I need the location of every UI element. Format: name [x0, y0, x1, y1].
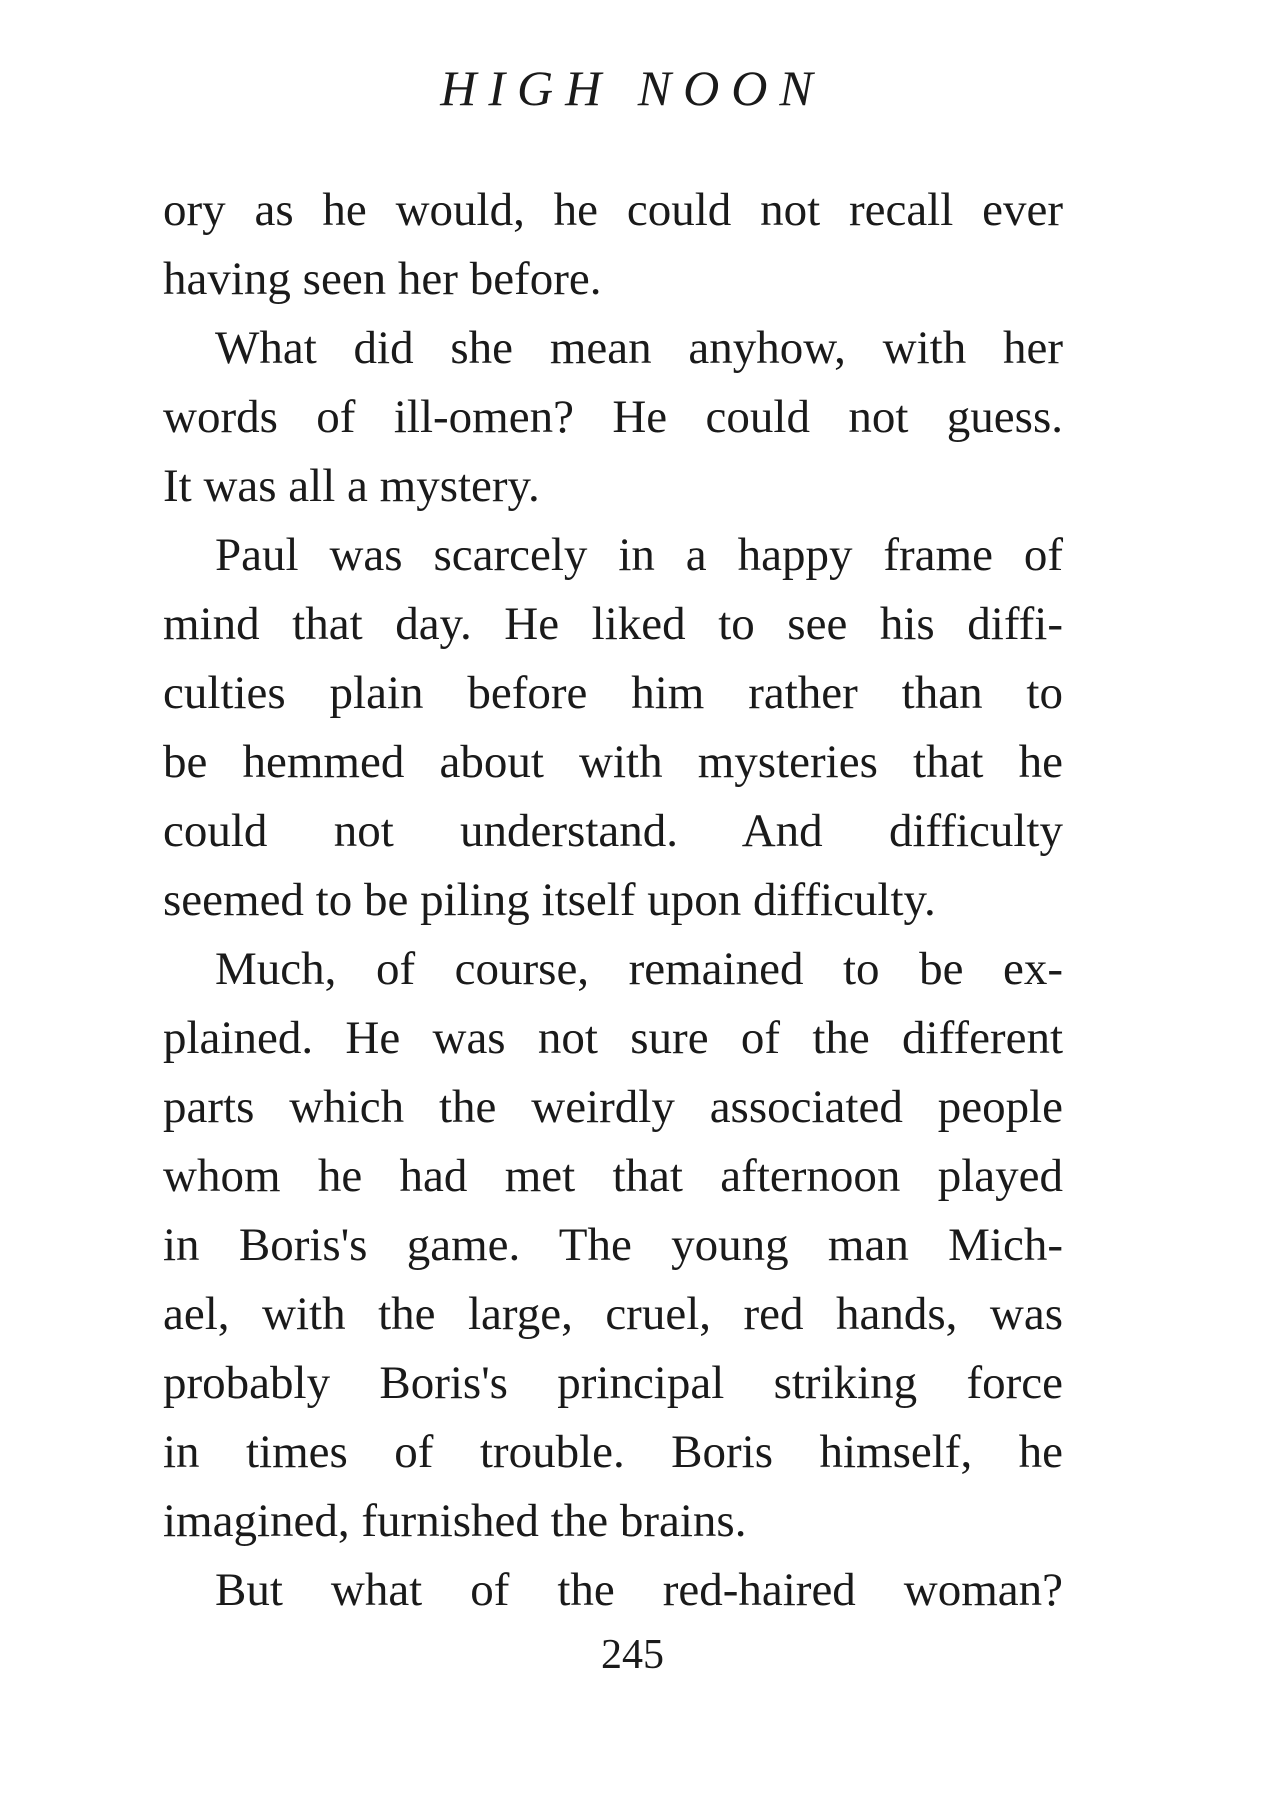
text-line: But what of the red-haired woman? — [215, 1564, 1063, 1616]
text-line: in Boris's game. The young man Mich- — [163, 1219, 1063, 1271]
text-line: mind that day. He liked to see his diffi- — [163, 598, 1063, 650]
text-line: culties plain before him rather than to — [163, 667, 1063, 719]
text-line: ael, with the large, cruel, red hands, was — [163, 1288, 1063, 1340]
text-line: be hemmed about with mysteries that he — [163, 736, 1063, 788]
running-head: HIGH NOON — [440, 60, 825, 116]
text-line: What did she mean anyhow, with her — [215, 322, 1063, 374]
text-line: Paul was scarcely in a happy frame of — [215, 529, 1063, 581]
body-text — [163, 176, 1063, 1625]
text-line: ory as he would, he could not recall ever — [163, 184, 1063, 236]
text-line: could not understand. And difficulty — [163, 805, 1063, 857]
text-line: parts which the weirdly associated people — [163, 1081, 1063, 1133]
text-line: seemed to be piling itself upon difficulty. — [163, 874, 936, 926]
text-line: imagined, furnished the brains. — [163, 1495, 747, 1547]
text-line: in times of trouble. Boris himself, he — [163, 1426, 1063, 1478]
text-line: probably Boris's principal striking force — [163, 1357, 1063, 1409]
text-line: having seen her before. — [163, 253, 602, 305]
text-line: words of ill-omen? He could not guess. — [163, 391, 1063, 443]
text-line: Much, of course, remained to be ex- — [215, 943, 1063, 995]
text-line: It was all a mystery. — [163, 460, 540, 512]
text-line: plained. He was not sure of the different — [163, 1012, 1063, 1064]
page-number: 245 — [601, 1632, 664, 1678]
text-line: whom he had met that afternoon played — [163, 1150, 1063, 1202]
